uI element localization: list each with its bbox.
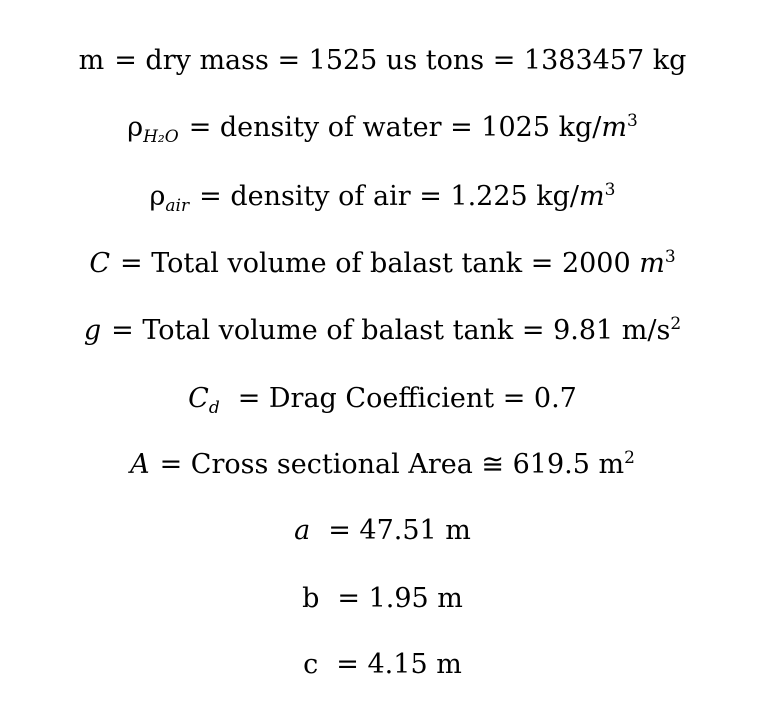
eq-definition: = 4.15 m (336, 649, 462, 680)
eq-subscript: air (165, 196, 190, 216)
eq-symbol: g (83, 315, 102, 346)
eq-symbol: a (294, 515, 311, 546)
equation-dry-mass (0, 44, 765, 78)
eq-symbol: A (130, 449, 150, 480)
eq-definition: = Cross sectional Area ≅ 619.5 m (159, 449, 625, 480)
eq-unit-exponent: 3 (664, 247, 676, 267)
eq-unit-exponent: 2 (670, 314, 682, 334)
eq-unit: m (639, 248, 665, 279)
eq-unit: m (579, 181, 605, 212)
eq-subscript: H₂O (143, 127, 179, 147)
equation-density-air (0, 180, 765, 214)
eq-definition: = Total volume of balast tank = 2000 (119, 248, 640, 279)
eq-definition: = 1.95 m (337, 583, 463, 614)
eq-definition: = 47.51 m (328, 515, 471, 546)
equation-dimension-b (0, 582, 765, 616)
equation-cross-section-area (0, 448, 765, 482)
eq-unit-exponent: 2 (624, 448, 635, 468)
eq-definition: = density of water = 1025 kg/ (188, 112, 602, 143)
eq-symbol: ρ (149, 181, 166, 212)
eq-definition: = Drag Coefficient = 0.7 (237, 383, 577, 414)
eq-symbol: ρ (127, 112, 144, 143)
eq-unit: m (601, 112, 627, 143)
equation-gravity (0, 314, 765, 348)
eq-symbol: C (89, 248, 110, 279)
eq-definition: = dry mass = 1525 us tons = 1383457 kg (114, 45, 687, 76)
equation-drag-coefficient (0, 382, 765, 416)
eq-symbol: m (78, 45, 105, 76)
eq-subscript: d (208, 398, 220, 418)
eq-unit-exponent: 3 (626, 111, 638, 131)
equation-dimension-c (0, 648, 765, 682)
eq-definition: = density of air = 1.225 kg/ (199, 181, 580, 212)
eq-symbol: b (302, 583, 320, 614)
eq-unit-exponent: 3 (604, 180, 616, 200)
equation-density-water (0, 111, 765, 145)
eq-symbol: c (303, 649, 319, 680)
eq-symbol: C (188, 383, 209, 414)
equation-dimension-a (0, 514, 765, 548)
eq-definition: = Total volume of balast tank = 9.81 m/s (111, 315, 671, 346)
equation-ballast-volume (0, 247, 765, 281)
